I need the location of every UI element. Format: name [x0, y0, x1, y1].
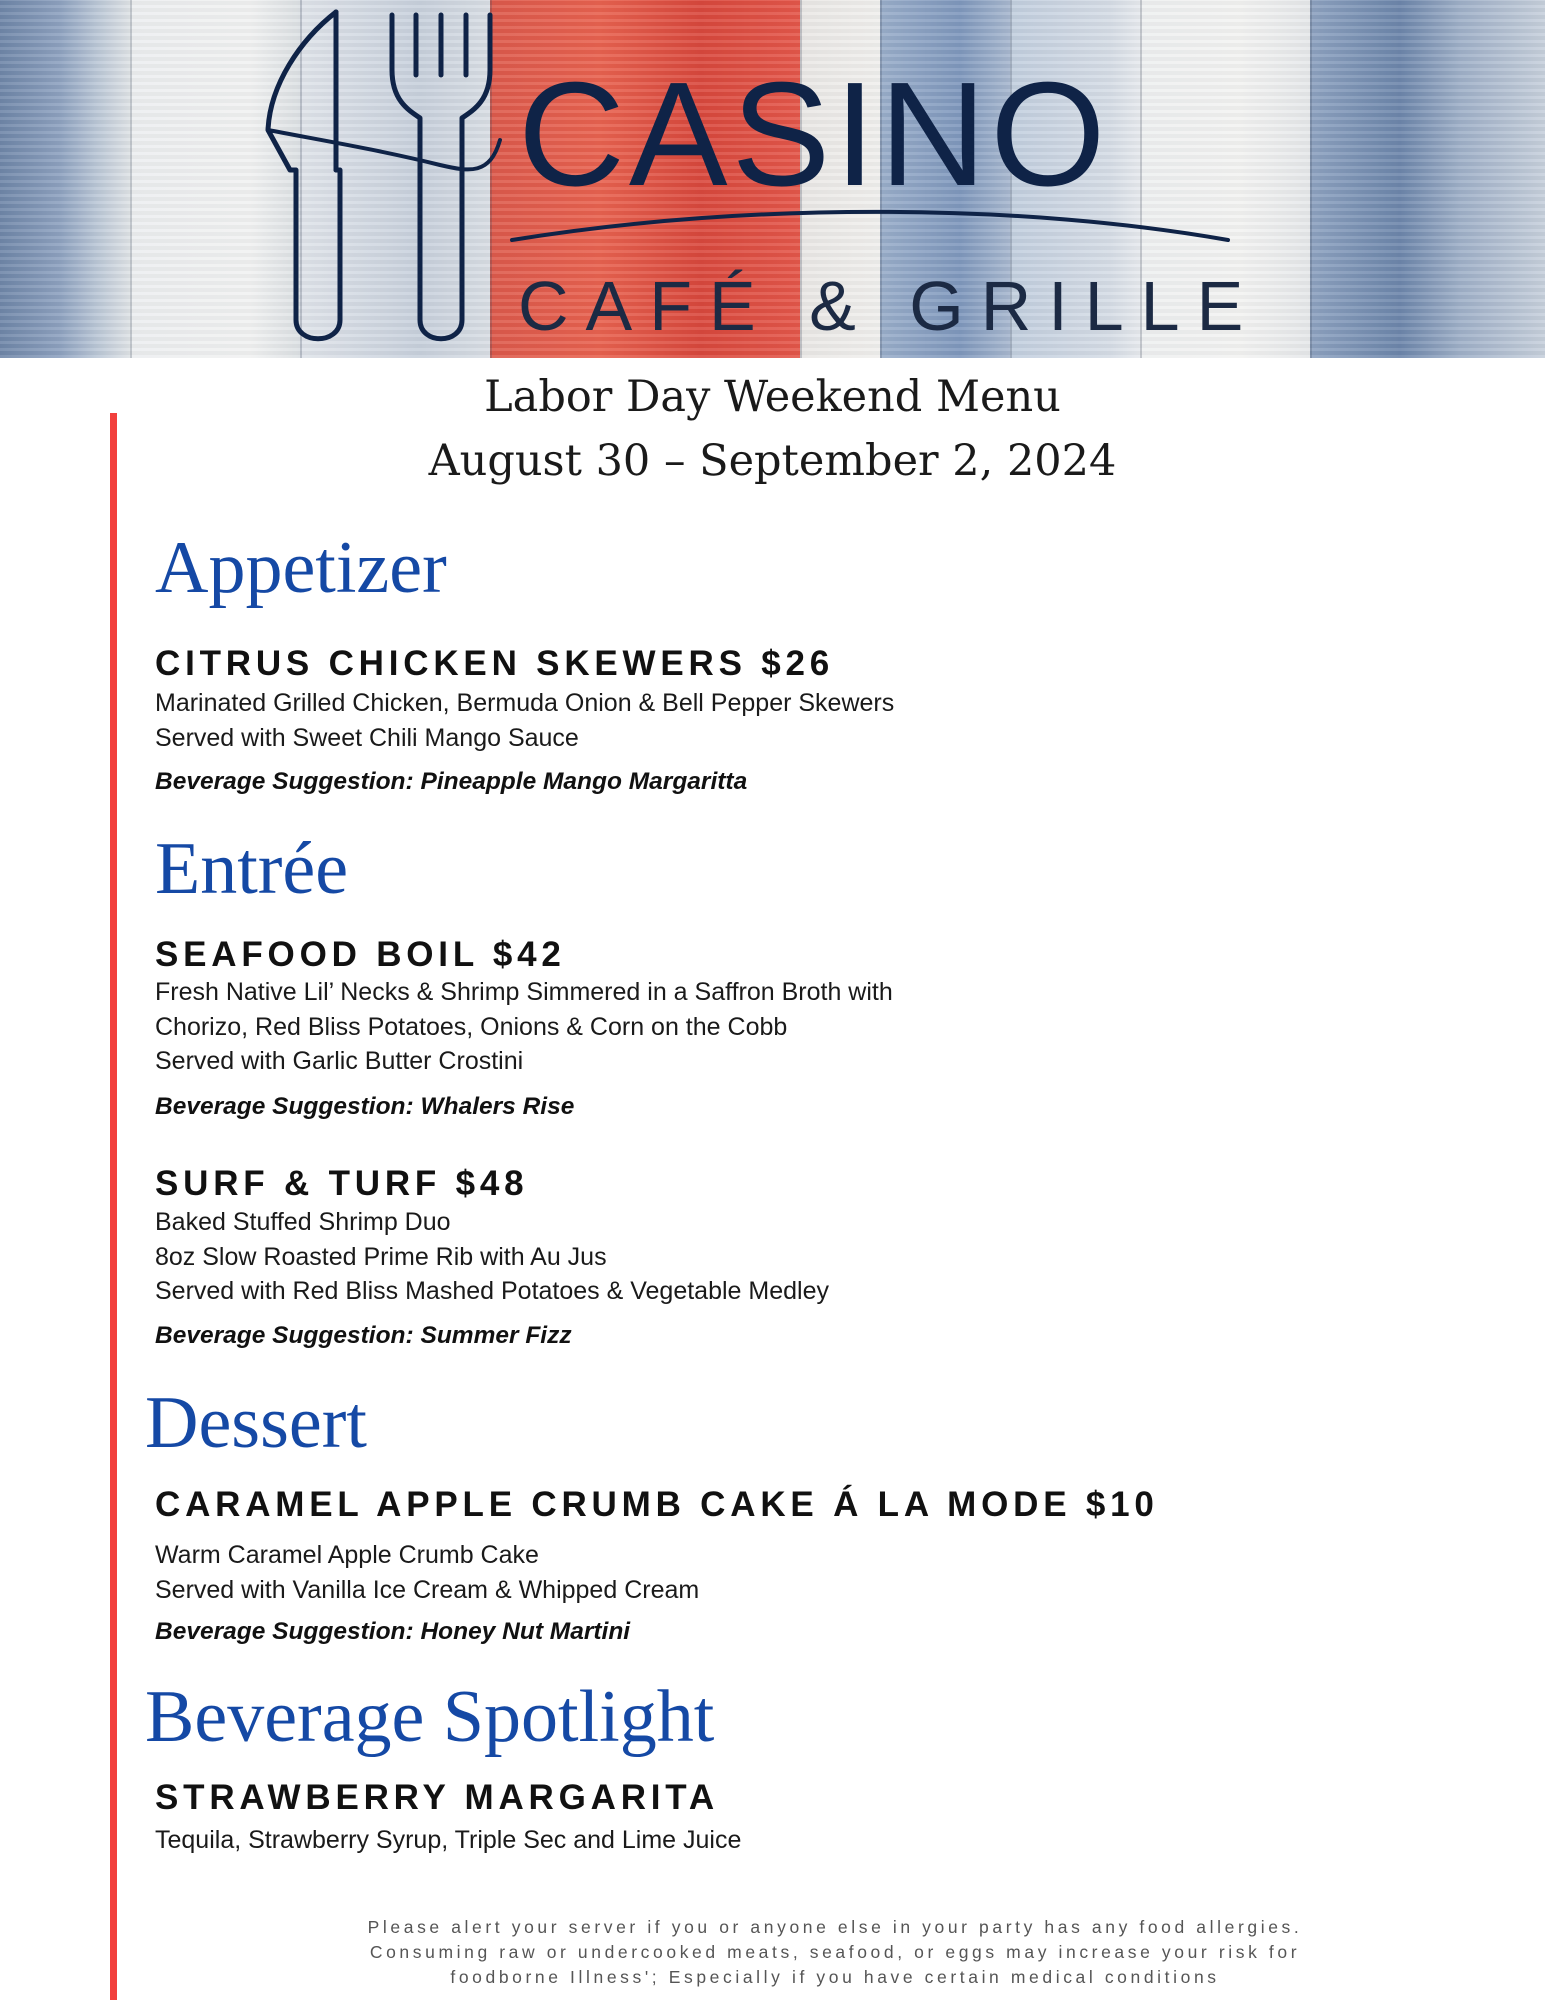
- fork-icon: [392, 15, 490, 339]
- item-title: SEAFOOD BOIL $42: [155, 935, 566, 974]
- description-line: Served with Vanilla Ice Cream & Whipped Cream: [155, 1575, 700, 1604]
- item-description: [155, 1538, 699, 1607]
- description-line: Tequila, Strawberry Syrup, Triple Sec and Lime Juice: [155, 1826, 742, 1854]
- item-description: [155, 1823, 741, 1858]
- item-description: [155, 686, 894, 755]
- item-description: [155, 975, 893, 1079]
- beverage-suggestion: Beverage Suggestion: Whalers Rise: [155, 1093, 575, 1120]
- beverage-suggestion: Beverage Suggestion: Pineapple Mango Margaritta: [155, 768, 748, 795]
- header-banner: [0, 0, 1545, 358]
- allergy-notice: [300, 1915, 1370, 1990]
- menu-dates: August 30 – September 2, 2024: [428, 436, 1117, 486]
- menu-title: Labor Day Weekend Menu: [484, 372, 1061, 422]
- notice-line: Consuming raw or undercooked meats, seafood, or eggs may increase your risk for: [369, 1942, 1301, 1962]
- brand-subtitle: CAFÉ & GRILLE: [518, 267, 1261, 345]
- item-description: [155, 1205, 829, 1309]
- item-title: STRAWBERRY MARGARITA: [155, 1778, 719, 1817]
- knife-icon: [268, 12, 340, 339]
- description-line: Served with Sweet Chili Mango Sauce: [155, 723, 579, 752]
- description-line: Baked Stuffed Shrimp Duo: [155, 1208, 451, 1236]
- notice-line: foodborne Illness'; Especially if you have certain medical conditions: [450, 1967, 1220, 1987]
- item-title: CARAMEL APPLE CRUMB CAKE Á LA MODE $10: [155, 1485, 1159, 1524]
- description-line: Fresh Native Lil’ Necks & Shrimp Simmered in a Saffron Broth with: [155, 978, 893, 1006]
- item-title: SURF & TURF $48: [155, 1164, 529, 1203]
- description-line: Warm Caramel Apple Crumb Cake: [155, 1541, 539, 1569]
- logo: [0, 0, 1545, 358]
- brand-name: CASINO: [518, 52, 1110, 217]
- beverage-suggestion: Beverage Suggestion: Summer Fizz: [155, 1322, 572, 1349]
- section-heading-entree: Entrée: [155, 828, 349, 910]
- description-line: Chorizo, Red Bliss Potatoes, Onions & Corn on the Cobb: [155, 1012, 788, 1041]
- description-line: Marinated Grilled Chicken, Bermuda Onion & Bell Pepper Skewers: [155, 689, 895, 717]
- section-heading-spotlight: Beverage Spotlight: [145, 1676, 715, 1758]
- description-line: Served with Garlic Butter Crostini: [155, 1047, 524, 1075]
- item-title: CITRUS CHICKEN SKEWERS $26: [155, 644, 835, 683]
- accent-bar: [110, 413, 117, 2000]
- notice-line: Please alert your server if you or anyone else in your party has any food allergies.: [367, 1917, 1303, 1937]
- section-heading-dessert: Dessert: [145, 1382, 367, 1464]
- description-line: Served with Red Bliss Mashed Potatoes & Vegetable Medley: [155, 1277, 829, 1305]
- description-line: 8oz Slow Roasted Prime Rib with Au Jus: [155, 1242, 607, 1271]
- section-heading-appetizer: Appetizer: [155, 527, 447, 609]
- beverage-suggestion: Beverage Suggestion: Honey Nut Martini: [155, 1618, 631, 1645]
- logo-swoosh: [268, 130, 500, 169]
